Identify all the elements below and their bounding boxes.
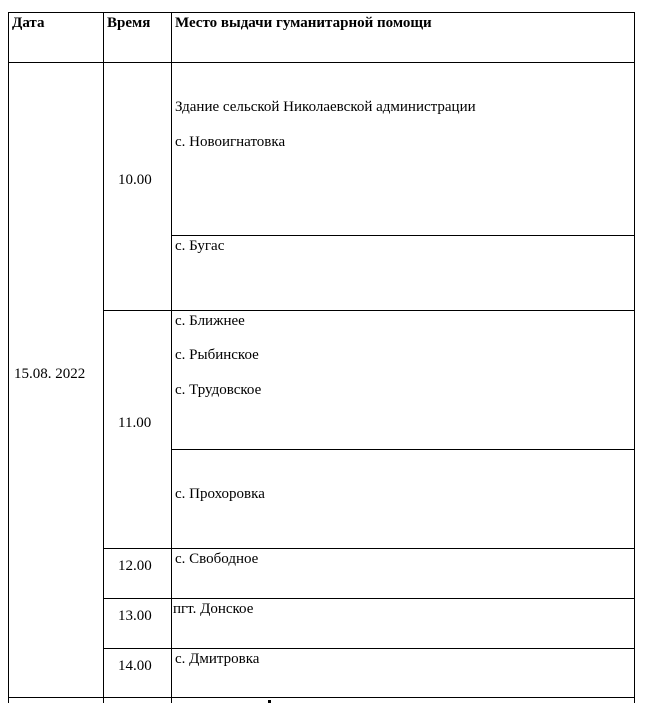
row-divider (104, 648, 635, 649)
place-text: с. Дмитровка (175, 651, 260, 667)
date-cell: 15.08. 2022 (14, 366, 86, 382)
column-divider (103, 12, 104, 703)
time-cell: 10.00 (118, 172, 152, 188)
row-divider (172, 449, 635, 450)
time-cell: 14.00 (118, 658, 152, 674)
place-text: с. Свободное (175, 551, 259, 567)
time-cell: 12.00 (118, 558, 152, 574)
place-text: с. Ближнее (175, 313, 245, 329)
place-text: с. Прохоровка (175, 486, 265, 502)
place-text: с. Трудовское (175, 382, 262, 398)
column-divider (171, 12, 172, 703)
time-cell: 13.00 (118, 608, 152, 624)
table-border-right (634, 12, 635, 703)
place-text: с. Бугас (175, 238, 225, 254)
row-divider (104, 548, 635, 549)
row-divider (104, 310, 635, 311)
header-place: Место выдачи гуманитарной помощи (175, 15, 432, 31)
place-text: Здание сельской Николаевской администрации (175, 99, 476, 115)
header-time: Время (107, 15, 151, 31)
place-text: с. Новоигнатовка (175, 134, 286, 150)
row-divider (104, 598, 635, 599)
row-divider (172, 235, 635, 236)
place-text: с. Рыбинское (175, 347, 259, 363)
time-cell: 11.00 (118, 415, 152, 431)
header-date: Дата (12, 15, 45, 31)
table-border-left (8, 12, 9, 703)
place-text: пгт. Донское (173, 601, 254, 617)
